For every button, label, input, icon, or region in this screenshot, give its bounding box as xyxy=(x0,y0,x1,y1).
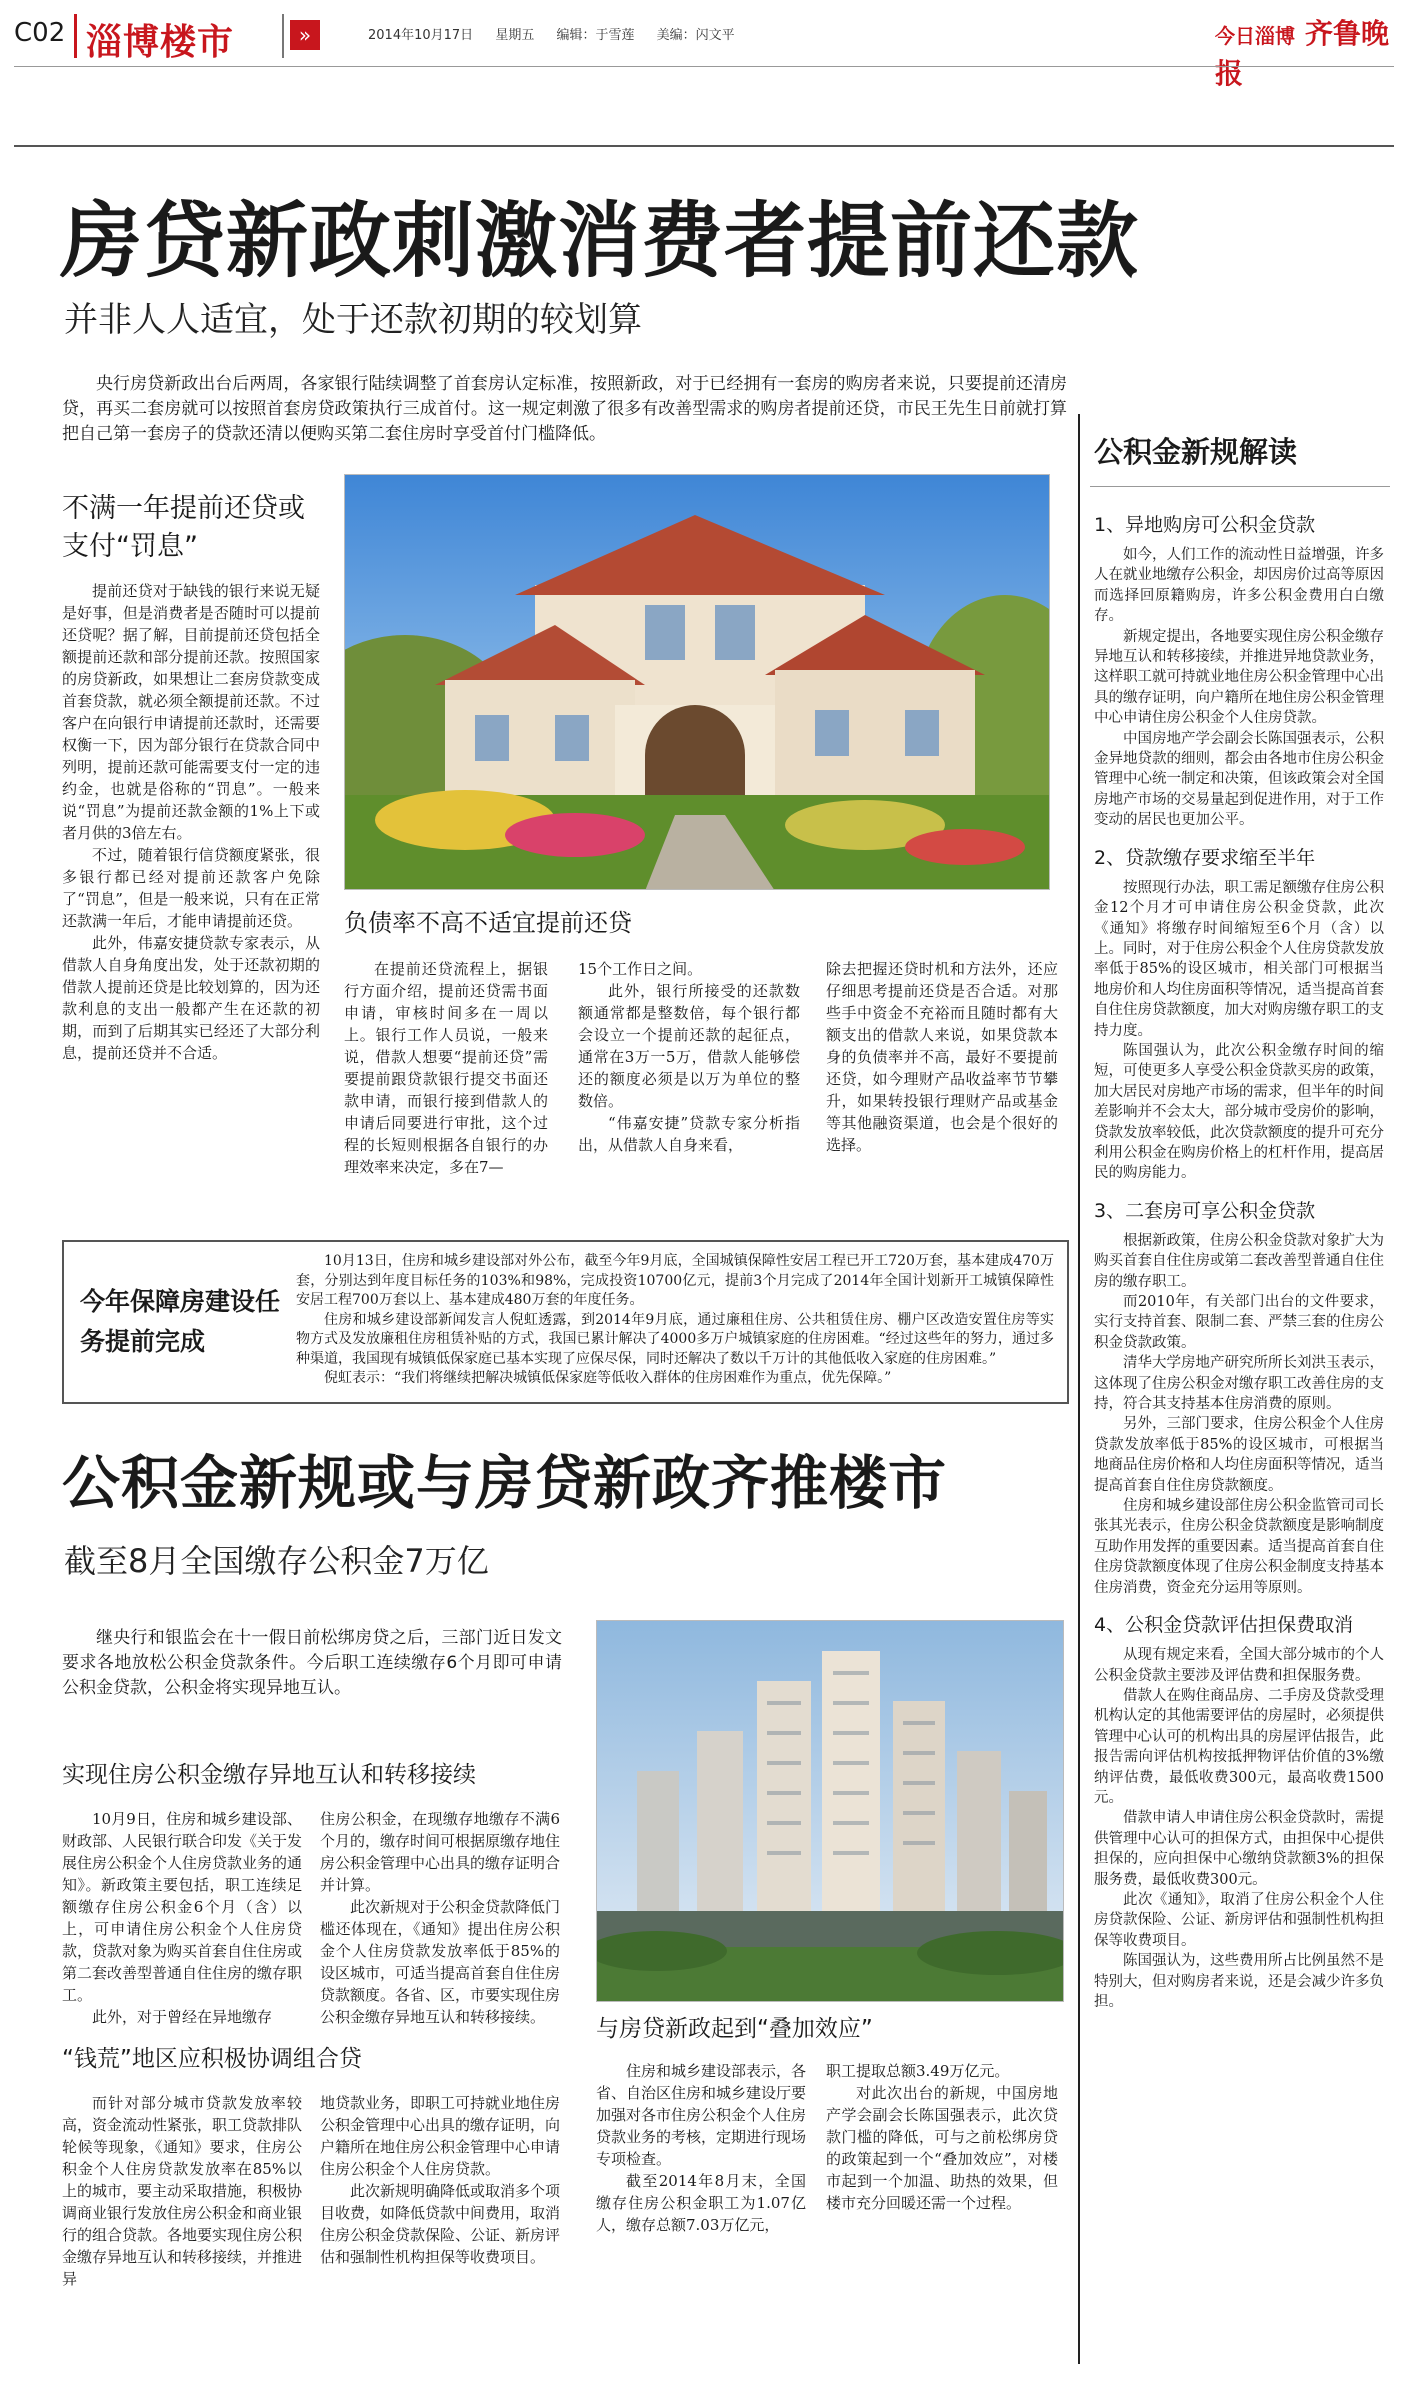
paragraph: 对此次出台的新规，中国房地产学会副会长陈国强表示，此次贷款门槛的降低，可与之前松绑房贷的政策起到一个“叠加效应”，对楼市起到一个加温、助热的效果，但楼市充分回暖还需一个过程。 xyxy=(826,2084,1058,2212)
paragraph: 此次《通知》，取消了住房公积金个人住房贷款保险、公证、新房评估和强制性机构担保等收费项目。 xyxy=(1094,1891,1384,1949)
paragraph: 而2010年，有关部门出台的文件要求，实行支持首套、限制二套、严禁三套的住房公积金贷款政策。 xyxy=(1094,1294,1384,1351)
paragraph: 而针对部分城市贷款发放率较高，资金流动性紧张，职工贷款排队轮候等现象，《通知》要求，住房公积金个人住房贷款发放率在85%以上的城市，要主动采取措施，积极协调商业银行发放住房公积金和商业银行的组合贷款。各地要实现住房公积金缴存异地互认和转移接续，并推进异 xyxy=(62,2094,303,2288)
paragraph: 10月9日，住房和城乡建设部、财政部、人民银行联合印发《关于发展住房公积金个人住房贷款业务的通知》。新政策主要包括，职工连续足额缴存住房公积金6个月（含）以上，可申请住房公积金个人住房贷款，贷款对象为购买首套自住住房或第二套改善型普通自住住房的缴存职工。 xyxy=(62,1810,303,2004)
page-code: C02 xyxy=(14,18,66,48)
article2-lead: 继央行和银监会在十一假日前松绑房贷之后，三部门近日发文要求各地放松公积金贷款条件。今后职工连续缴存6个月即可申请公积金贷款，公积金将实现异地互认。 xyxy=(62,1628,562,1698)
paragraph: 此外，伟嘉安捷贷款专家表示，从借款人自身角度出发，处于还款初期的借款人提前还贷是比较划算的，因为还款利息的支出一般都产生在还款的初期，而到了后期其实已经还了大部分利息，提前还贷并不合适。 xyxy=(62,934,320,1062)
paragraph: 如今，人们工作的流动性日益增强，许多人在就业地缴存公积金，却因房价过高等原因而选择回原籍购房，许多公积金费用白白缴存。 xyxy=(1094,547,1384,625)
article2-col6 xyxy=(826,2060,1058,2214)
weekday: 星期五 xyxy=(495,28,535,43)
article2-col2 xyxy=(320,1808,560,2028)
article1-lead: 央行房贷新政出台后两周，各家银行陆续调整了首套房认定标准，按照新政，对于已经拥有一套房的购房者来说，只要提前还清房贷，再买二套房就可以按照首套房贷政策执行三成首付。这一规定刺激了很多有改善型需求的购房者提前还贷，市民王先生日前就打算把自己第一套房子的贷款还清以便购买第二套住房时享受首付门槛降低。 xyxy=(62,374,1067,444)
paragraph: 在提前还贷流程上，据银行方面介绍，提前还贷需书面申请，审核时间多在一周以上。银行工作人员说，一般来说，借款人想要“提前还贷”需要提前跟贷款银行提交书面还款申请，而银行接到借款人的申请后同要进行审批，这个过程的长短则根据各自银行的办理效率来决定，多在7— xyxy=(344,960,548,1176)
paragraph: 住房和城乡建设部表示，各省、自治区住房和城乡建设厅要加强对各市住房公积金个人住房贷款业务的考核，定期进行现场专项检查。 xyxy=(596,2062,807,2168)
section-title: 淄博楼市 xyxy=(86,22,235,63)
article2-col5 xyxy=(596,2060,806,2236)
brand-paper: 齐鲁晚报 xyxy=(1215,17,1390,90)
paragraph: 住房和城乡建设部新闻发言人倪虹透露，到2014年9月底，通过廉租住房、公共租赁住房、棚户区改造安置住房等实物方式及发放廉租住房租赁补贴的方式，我国已累计解决了4000多万户城镇家庭的住房困难。“经过这些年的努力，通过多种渠道，我国现有城镇低保家庭已基本实现了应保尽保，同时还解决了数以千万计的其他低收入家庭的住房困难。” xyxy=(296,1311,1054,1367)
paragraph: 不过，随着银行信贷额度紧张，很多银行都已经对提前还款客户免除了“罚息”，但是一般来说，只有在正常还款满一年后，才能申请提前还贷。 xyxy=(62,846,320,930)
article1-subheadline: 并非人人适宜，处于还款初期的较划算 xyxy=(64,300,642,340)
paragraph: 根据新政策，住房公积金贷款对象扩大为购买首套自住住房或第二套改善型普通自住住房的缴存职工。 xyxy=(1094,1232,1384,1290)
sidebar-title-rule xyxy=(1090,486,1390,487)
paragraph: 此次新规明确降低或取消多个项目收费，如降低贷款中间费用，取消住房公积金贷款保险、公证、新房评估和强制性机构担保等收费项目。 xyxy=(320,2182,561,2266)
sidebar-heading-3: 3、二套房可享公积金贷款 xyxy=(1094,1199,1316,1222)
brand-local: 今日淄博 xyxy=(1215,24,1295,48)
villa-illustration xyxy=(345,475,1050,890)
paragraph: 陈国强认为，此次公积金缴存时间的缩短，可使更多人享受公积金贷款买房的政策，加大居民对房地产市场的需求，但半年的时间差影响并不会太大，部分城市受房价的影响，贷款发放率较低，此次贷款额度的提升可充分利用公积金在购房价格上的杠杆作用，提高居民的购房能力。 xyxy=(1094,1042,1384,1182)
paragraph: 此外，对于曾经在异地缴存 xyxy=(92,2008,273,2026)
paragraph: 除去把握还贷时机和方法外，还应仔细思考提前还贷是否合适。对那些手中资金不充裕而且随时都有大额支出的借款人来说，如果贷款本身的负债率并不高，最好不要提前还贷，如今理财产品收益率节节攀升，如果转投银行理财产品或基金等其他融资渠道，也会是个很好的选择。 xyxy=(826,960,1058,1154)
designer: 美编：闪文平 xyxy=(656,28,735,43)
article2-sub3: 与房贷新政起到“叠加效应” xyxy=(596,2016,873,2042)
paragraph: 清华大学房地产研究所所长刘洪玉表示，这体现了住房公积金对缴存职工改善住房的支持，符合其支持基本住房消费的原则。 xyxy=(1094,1355,1384,1413)
article2-sub1: 实现住房公积金缴存异地互认和转移接续 xyxy=(62,1762,476,1788)
article2-col3 xyxy=(62,2092,302,2290)
paragraph: 10月13日，住房和城乡建设部对外公布，截至今年9月底，全国城镇保障性安居工程已开工720万套，基本建成470万套，分别达到年度目标任务的103%和98%，完成投资10700亿元，提前3个月完成了2014年全国计划新开工城镇保障性安居工程700万套以上、基本建成480万套的年度任务。 xyxy=(296,1253,1054,1308)
sidebar-heading-4: 4、公积金贷款评估担保费取消 xyxy=(1094,1614,1354,1637)
article1-sub1: 不满一年提前还贷或支付“罚息” xyxy=(62,493,305,562)
paragraph: 新规定提出，各地要实现住房公积金缴存异地互认和转移接续，并推进异地贷款业务，这样职工就可持就业地住房公积金管理中心出具的缴存证明，向户籍所在地住房公积金管理中心申请住房公积金个人住房贷款。 xyxy=(1094,628,1384,727)
house-photo xyxy=(344,474,1050,890)
article2-headline: 公积金新规或与房贷新政齐推楼市 xyxy=(62,1449,948,1517)
issue-date: 2014年10月17日 xyxy=(368,28,474,43)
article1-col4 xyxy=(826,958,1058,1156)
paragraph: 地贷款业务，即职工可持就业地住房公积金管理中心出具的缴存证明，向户籍所在地住房公积金管理中心申请住房公积金个人住房贷款。 xyxy=(320,2094,561,2178)
paragraph: 按照现行办法，职工需足额缴存住房公积金12个月才可申请住房公积金贷款，此次《通知》将缴存时间缩短至6个月（含）以上。同时，对于住房公积金个人住房贷款发放率低于85%的设区城市，相关部门可根据当地房价和人均住房面积等情况，适当提高首套自住住房贷款额度，加大对购房缴存职工的支持力度。 xyxy=(1094,879,1384,1039)
paragraph: 借款申请人申请住房公积金贷款时，需提供管理中心认可的担保方式，由担保中心提供担保的，应向担保中心缴纳贷款额3%的担保服务费，最低收费300元。 xyxy=(1094,1810,1384,1888)
article2-col1 xyxy=(62,1808,302,2028)
paragraph: 中国房地产学会副会长陈国强表示，公积金异地贷款的细则，都会由各地市住房公积金管理中心统一制定和决策，但该政策会对全国房地产市场的交易量起到促进作用，对于工作变动的居民也更加公平。 xyxy=(1094,730,1384,829)
article1-col2 xyxy=(344,958,548,1178)
editor: 编辑：于雪莲 xyxy=(556,28,635,43)
sidebar-title: 公积金新规解读 xyxy=(1094,435,1298,469)
article2-col4 xyxy=(320,2092,560,2268)
header-rule xyxy=(14,66,1394,67)
paragraph: 此外，银行所接受的还款数额通常都是整数倍，每个银行都会设立一个提前还款的起征点，通常在3万一5万，借款人能够偿还的额度必须是以万为单位的整数倍。 xyxy=(578,982,800,1110)
article1-headline: 房贷新政刺激消费者提前还款 xyxy=(60,194,1140,289)
paragraph: 另外，三部门要求，住房公积金个人住房贷款发放率低于85%的设区城市，可根据当地商品住房价格和人均住房面积等情况，适当提高首套自住住房贷款额度。 xyxy=(1094,1416,1384,1494)
sidebar-heading-2: 2、贷款缴存要求缩至半年 xyxy=(1094,846,1316,869)
article1-col3 xyxy=(578,958,800,1156)
paragraph: 住房和城乡建设部住房公积金监管司司长张其光表示，住房公积金贷款额度是影响制度互助作用发挥的重要因素。适当提高首套自住住房贷款额度体现了住房公积金制度支持基本住房消费，资金充分运用等原则。 xyxy=(1094,1498,1384,1596)
article1-col1 xyxy=(62,580,320,1064)
article1-sub2: 负债率不高不适宜提前还贷 xyxy=(344,909,632,937)
paragraph: 住房公积金，在现缴存地缴存不满6个月的，缴存时间可根据原缴存地住房公积金管理中心出具的缴存证明合并计算。 xyxy=(320,1810,561,1894)
dateline xyxy=(368,24,753,43)
paragraph: 提前还贷对于缺钱的银行来说无疑是好事，但是消费者是否随时可以提前还贷呢？据了解，目前提前还贷包括全额提前还款和部分提前还款。按照国家的房贷新政，如果想让二套房贷款变成首套贷款，就必须全额提前还款。不过客户在向银行申请提前还款时，还需要权衡一下，因为部分银行在贷款合同中列明，提前还款可能需要支付一定的违约金，也就是俗称的“罚息”。一般来说“罚息”为提前还款金额的1%上下或者月供的3倍左右。 xyxy=(62,582,320,842)
masthead-brand xyxy=(1215,12,1409,92)
news-box-text xyxy=(296,1252,1054,1389)
residential-towers-illustration xyxy=(597,1621,1064,2002)
towers-photo xyxy=(596,1620,1064,2002)
paragraph: 倪虹表示：“我们将继续把解决城镇低保家庭等低收入群体的住房困难作为重点，优先保障。” xyxy=(324,1370,892,1386)
top-rule xyxy=(14,145,1394,147)
article2-subheadline: 截至8月全国缴存公积金7万亿 xyxy=(64,1542,489,1580)
paragraph: 从现有规定来看，全国大部分城市的个人公积金贷款主要涉及评估费和担保服务费。 xyxy=(1094,1647,1384,1684)
paragraph: “伟嘉安捷”贷款专家分析指出，从借款人自身来看， xyxy=(578,1114,800,1154)
paragraph: 15个工作日之间。 xyxy=(578,960,703,978)
paragraph: 此次新规对于公积金贷款降低门槛还体现在，《通知》提出住房公积金个人住房贷款发放率低于85%的设区城市，可适当提高首套自住住房贷款额度。各省、区，市要实现住房公积金缴存异地互认和转移接续。 xyxy=(320,1898,561,2026)
paragraph: 职工提取总额3.49万亿元。 xyxy=(826,2062,1010,2080)
sidebar-content xyxy=(1094,510,1384,2012)
news-box-title: 今年保障房建设任务提前完成 xyxy=(80,1287,281,1356)
paragraph: 借款人在购住商品房、二手房及贷款受理机构认定的其他需要评估的房屋时，必须提供管理中心认可的机构出具的房屋评估报告，此报告需向评估机构按抵押物评估价值的3%缴纳评估费，最低收费300元，最高收费1500元。 xyxy=(1094,1687,1384,1806)
section-arrow-icon: » xyxy=(290,20,320,50)
paragraph: 陈国强认为，这些费用所占比例虽然不是特别大，但对购房者来说，还是会减少许多负担。 xyxy=(1094,1953,1384,2010)
sidebar-heading-1: 1、异地购房可公积金贷款 xyxy=(1094,514,1316,536)
article2-sub2: “钱荒”地区应积极协调组合贷 xyxy=(62,2046,362,2072)
paragraph: 截至2014年8月末，全国缴存住房公积金职工为1.07亿人，缴存总额7.03万亿元， xyxy=(596,2172,806,2234)
